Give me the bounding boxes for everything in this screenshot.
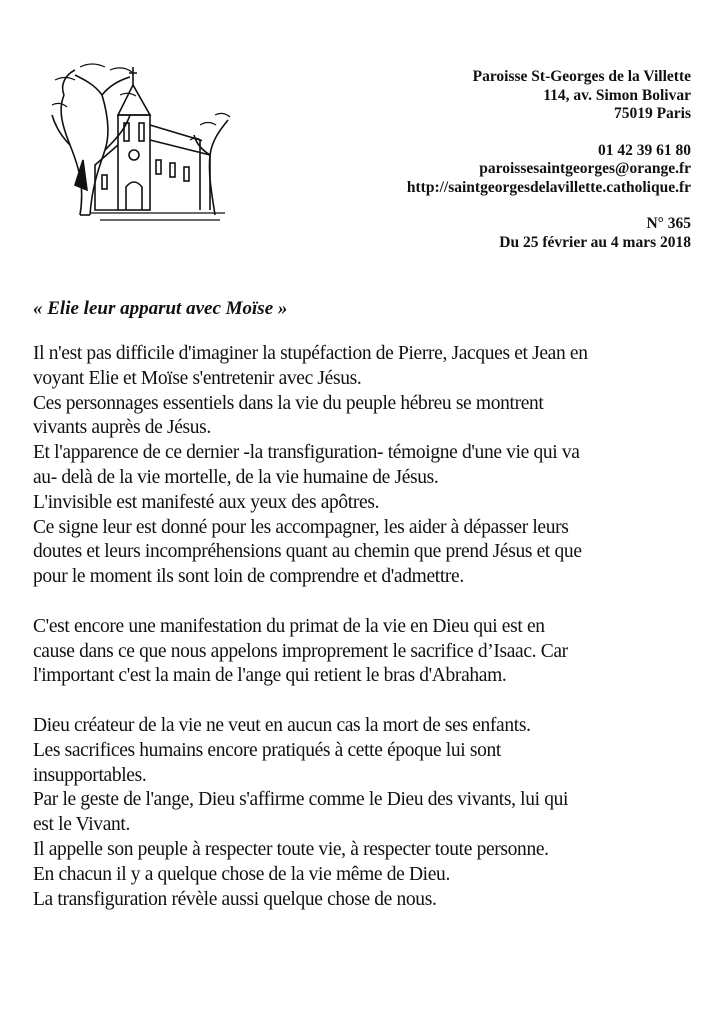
- paragraph: [33, 342, 713, 590]
- text-line: l'important c'est la main de l'ange qui retient le bras d'Abraham.: [33, 665, 507, 687]
- issue-number: N° 365: [646, 215, 691, 232]
- text-line: L'invisible est manifesté aux yeux des apôtres.: [33, 491, 380, 513]
- article-title: « Elie leur apparut avec Moïse »: [33, 298, 288, 319]
- text-line: cause dans ce que nous appelons improprement le sacrifice d’Isaac. Car: [33, 640, 568, 662]
- text-line: La transfiguration révèle aussi quelque chose de nous.: [33, 888, 437, 910]
- church-logo: [50, 55, 235, 225]
- text-line: Dieu créateur de la vie ne veut en aucun cas la mort de ses enfants.: [33, 714, 531, 736]
- parish-name: Paroisse St-Georges de la Villette: [472, 68, 691, 85]
- parish-address: 114, av. Simon Bolivar: [543, 86, 691, 104]
- text-line: est le Vivant.: [33, 814, 131, 836]
- text-line: au- delà de la vie mortelle, de la vie humaine de Jésus.: [33, 466, 439, 488]
- paragraph: [33, 615, 713, 689]
- text-line: Les sacrifices humains encore pratiqués à cette époque lui sont: [33, 739, 501, 761]
- article-body: [33, 342, 713, 912]
- parish-phone: 01 42 39 61 80: [598, 141, 691, 159]
- text-line: Il appelle son peuple à respecter toute vie, à respecter toute personne.: [33, 838, 549, 860]
- text-line: C'est encore une manifestation du primat de la vie en Dieu qui est en: [33, 615, 545, 637]
- parish-header: [407, 68, 691, 252]
- issue-date-range: Du 25 février au 4 mars 2018: [499, 233, 691, 251]
- text-line: Il n'est pas difficile d'imaginer la stupéfaction de Pierre, Jacques et Jean en: [33, 343, 588, 364]
- text-line: En chacun il y a quelque chose de la vie même de Dieu.: [33, 863, 450, 885]
- text-line: voyant Elie et Moïse s'entretenir avec Jésus.: [33, 367, 362, 389]
- text-line: Et l'apparence de ce dernier -la transfiguration- témoigne d'une vie qui va: [33, 442, 580, 464]
- parish-website: http://saintgeorgesdelavillette.catholique.fr: [406, 178, 691, 196]
- paragraph: [33, 714, 713, 912]
- text-line: doutes et leurs incompréhensions quant au chemin que prend Jésus et que: [33, 541, 582, 563]
- text-line: Ce signe leur est donné pour les accompagner, les aider à dépasser leurs: [33, 516, 569, 538]
- text-line: Ces personnages essentiels dans la vie du peuple hébreu se montrent: [33, 392, 544, 414]
- parish-city: 75019 Paris: [613, 105, 691, 122]
- text-line: insupportables.: [33, 764, 147, 786]
- text-line: vivants auprès de Jésus.: [33, 417, 211, 439]
- text-line: Par le geste de l'ange, Dieu s'affirme comme le Dieu des vivants, lui qui: [33, 789, 569, 811]
- parish-email: paroissesaintgeorges@orange.fr: [479, 160, 691, 177]
- text-line: pour le moment ils sont loin de comprendre et d'admettre.: [33, 566, 464, 588]
- church-drawing-icon: [50, 55, 235, 225]
